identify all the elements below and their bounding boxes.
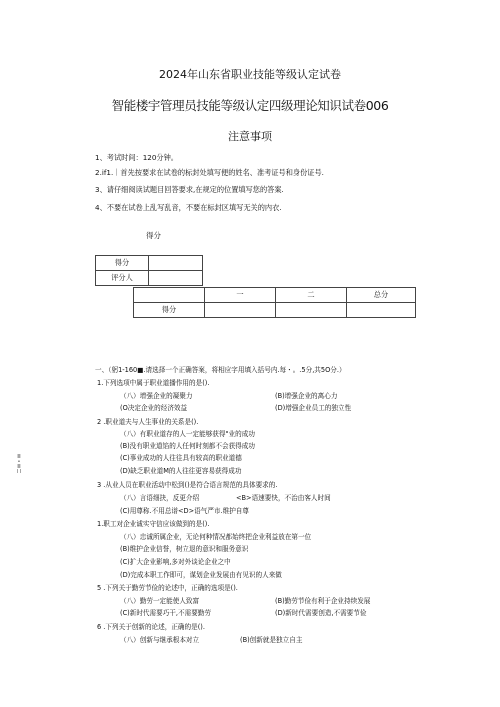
grader-cell[interactable]	[149, 256, 203, 271]
option[interactable]: （八）创新与继承根本对立	[120, 636, 200, 644]
option[interactable]: (D)完成本职工作即可，谋划企业发展由有见识的人来做	[120, 571, 282, 579]
option[interactable]: (B)维护企业信誉，树立退的意识和服务意识	[120, 545, 249, 553]
notice-item: 4、不要在试卷上乱写乱音，不要在标封区填写无关的内衣.	[95, 203, 282, 212]
grader-cell[interactable]	[149, 271, 203, 286]
question-stem: 1.下列选项中属于职业道播作用的是().	[97, 379, 210, 387]
grader-row-label: 得分	[96, 256, 149, 271]
binding-margin-mark: Ⅲ • Ⅲ Ⅰ Ⅰ	[16, 454, 22, 475]
exam-title: 2024年山东省职业技能等级认定试卷	[159, 68, 341, 81]
notice-item: 2.if1.｜首先按要求在试卷的标封处填写便的姓名、准考证号和身份证号.	[95, 168, 324, 177]
option[interactable]: （八）有职业道存的人一定能够获得"业的成功	[120, 430, 255, 438]
option[interactable]: (B)勤劳节俭有利于企业持续发展	[275, 597, 371, 605]
score-row-label: 得分	[134, 303, 205, 318]
option[interactable]: (O决定企业的经济效益	[120, 404, 188, 412]
paper-title: 智能楼宇管理员技能等级认定四级理论知识试卷006	[111, 98, 389, 113]
score-cell[interactable]	[276, 303, 347, 318]
option[interactable]: (B)创新就是独立自主	[240, 636, 303, 644]
option[interactable]: (D)增强企业员工的独立性	[275, 404, 352, 412]
option[interactable]: (C)事业成功的人往往具有较高的职业道德	[120, 454, 242, 462]
score-header: 二	[276, 288, 347, 303]
score-label: 得分	[146, 231, 161, 240]
option[interactable]: (C)新时代需要巧干,不需要勤劳	[120, 609, 211, 617]
option[interactable]: (D)新时代需要创造,不需要节俭	[275, 609, 367, 617]
score-header: 一	[205, 288, 276, 303]
score-header: 总分	[347, 288, 416, 303]
option[interactable]: (D)缺乏职业道M的人往往更容易获得成功	[120, 467, 242, 475]
option[interactable]: （八）忠诚所属企业，无论何种情况都始终把企业利益放在第一位	[120, 533, 312, 541]
score-header	[134, 288, 205, 303]
option[interactable]: <B>语速要快，不治由客人时间	[236, 494, 331, 502]
option[interactable]: （八）言语细抉，反更介绍	[120, 494, 200, 502]
grader-table	[95, 255, 203, 286]
score-cell[interactable]	[347, 303, 416, 318]
option[interactable]: （八）增强企业的凝聚力	[120, 392, 193, 400]
question-stem: 5 .下列关于勤劳节俭的论述中，正确的选项是().	[97, 584, 238, 592]
notice-heading: 注意事项	[228, 130, 272, 143]
score-table	[133, 287, 416, 318]
section-heading: 一、（躬1-160■.请选择一个正确答案，将相应字用填入括号内.每・。.5分,共5O分.）	[95, 366, 346, 374]
notice-item: 1、考试时间：120分钟。	[95, 153, 178, 162]
score-cell[interactable]	[205, 303, 276, 318]
grader-row-label: 评分人	[96, 271, 149, 286]
option[interactable]: (C)用尊称.不用总谱<D>语气严市.维护自尊	[120, 507, 249, 515]
question-stem: 2 .职业道夫与人生事业的关系是().	[97, 418, 199, 426]
notice-item: 3、请仔细阅读试题目回答要求,在规定的位置填写您的答案.	[95, 185, 284, 194]
option[interactable]: (B)增强企业的离心力	[275, 392, 338, 400]
option[interactable]: (C)扩大企业影响,多对外谈论企业之中	[120, 558, 231, 566]
option[interactable]: (B)没有职业道馅的人任何时刻都不会获得成功	[120, 442, 255, 450]
option[interactable]: （八）勤劳一定能使人致富	[120, 597, 200, 605]
question-stem: 1.职工对企业诚实守信应该做到的是().	[97, 520, 210, 528]
question-stem: 3 .从业人员在职业活动中松到()是符合语言规范的具体要求的.	[97, 481, 278, 489]
question-stem: 6 .下列关于创新的论述，正确的是().	[97, 623, 205, 631]
